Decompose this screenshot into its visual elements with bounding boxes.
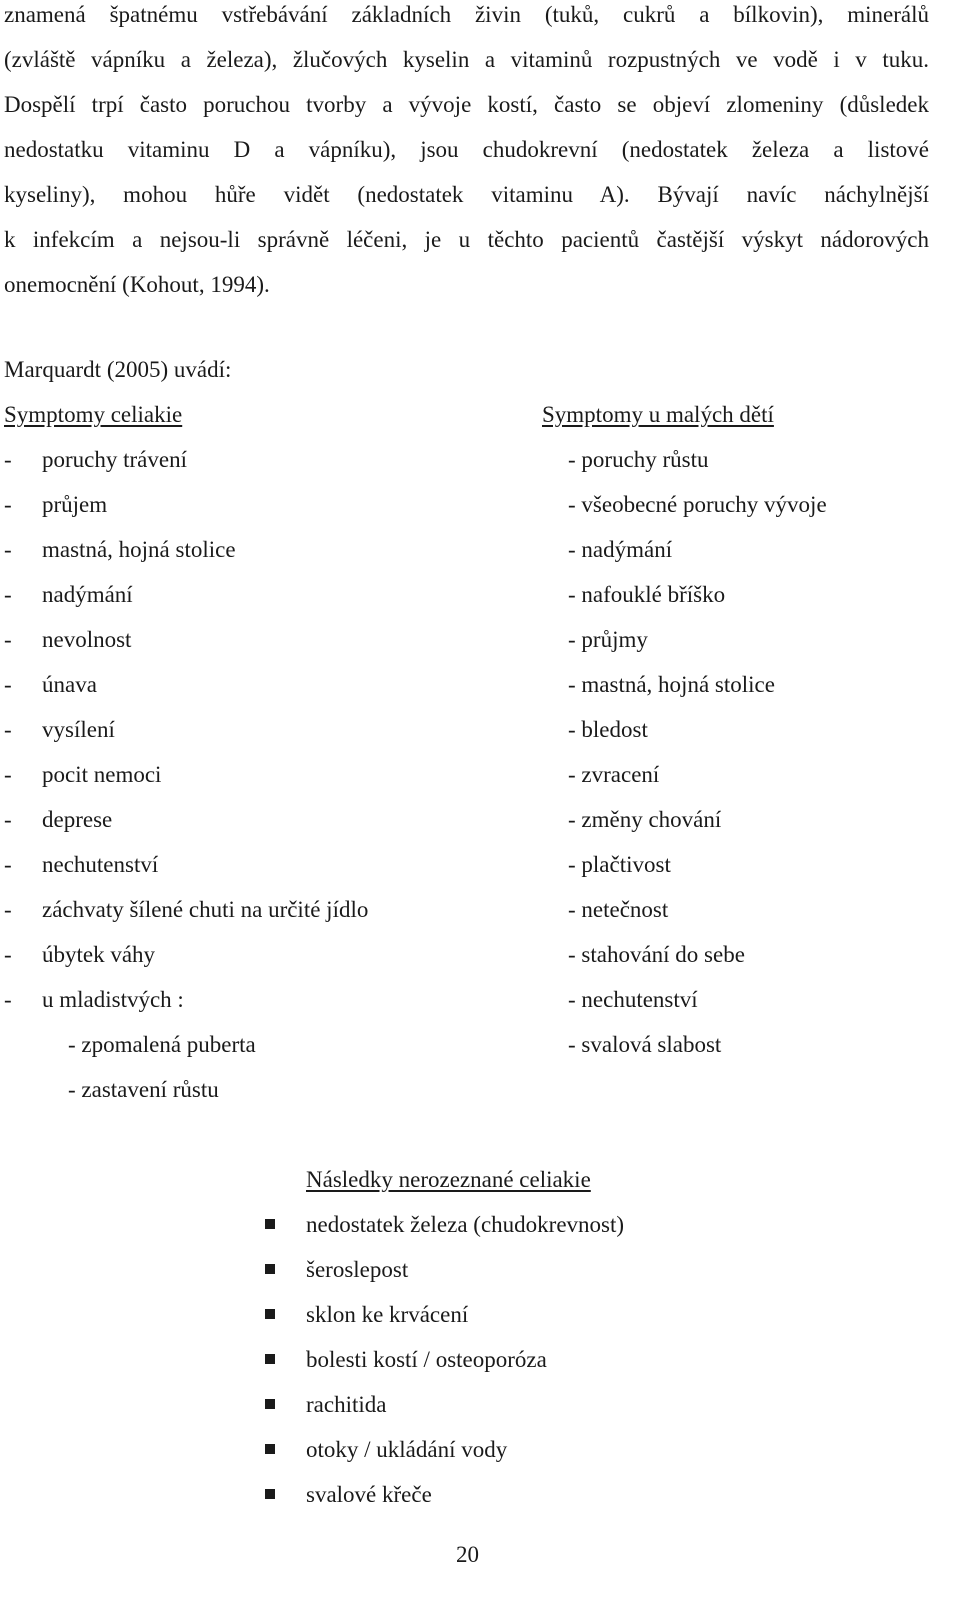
intro-paragraph (4, 0, 929, 307)
bullet-item-label: šeroslepost (306, 1257, 409, 1282)
bullet-item-label: rachitida (306, 1392, 387, 1417)
consequences-heading: Následky nerozeznané celiakie (306, 1167, 591, 1192)
list-item-label: únava (42, 672, 97, 697)
bullet-item-label: otoky / ukládání vody (306, 1437, 508, 1462)
list-item: - mastná, hojná stolice (568, 672, 775, 697)
intro-line: kyseliny), mohou hůře vidět (nedostatek vitaminu A). Bývají navíc náchylnější (4, 182, 929, 207)
list-item: - všeobecné poruchy vývoje (568, 492, 827, 517)
source-line: Marquardt (2005) uvádí: (4, 357, 232, 382)
list-item-label: průjem (42, 492, 108, 517)
list-item: - nechutenství (568, 987, 698, 1012)
list-dash: - (4, 942, 12, 967)
bullet-item-label: bolesti kostí / osteoporóza (306, 1347, 547, 1372)
list-item-label: záchvaty šílené chuti na určité jídlo (42, 897, 369, 922)
list-item: - zvracení (568, 762, 660, 787)
bullet-item-label: svalové křeče (306, 1482, 432, 1507)
list-item-label: vysílení (42, 717, 115, 742)
square-bullet-icon (265, 1219, 275, 1229)
list-item: - nadýmání (568, 537, 673, 562)
intro-line: znamená špatnému vstřebávání základních živin (tuků, cukrů a bílkovin), minerálů (4, 2, 929, 27)
list-dash: - (4, 762, 12, 787)
list-item-label: poruchy trávení (42, 447, 187, 472)
sub-list-item: - zpomalená puberta (68, 1032, 256, 1057)
square-bullet-icon (265, 1354, 275, 1364)
list-item: - poruchy růstu (568, 447, 709, 472)
list-dash: - (4, 447, 12, 472)
list-item-label: nadýmání (42, 582, 133, 607)
list-item-label: mastná, hojná stolice (42, 537, 236, 562)
left-column-heading: Symptomy celiakie (4, 402, 183, 427)
intro-line: (zvláště vápníku a železa), žlučových kyselin a vitaminů rozpustných ve vodě i v tuku. (4, 47, 929, 72)
list-dash: - (4, 897, 12, 922)
list-item: - změny chování (568, 807, 722, 832)
list-item-label: u mladistvých : (42, 987, 184, 1012)
sub-list-item: - zastavení růstu (68, 1077, 219, 1102)
list-item-label: nechutenství (42, 852, 159, 877)
list-dash: - (4, 717, 12, 742)
bullet-item-label: sklon ke krvácení (306, 1302, 469, 1327)
list-dash: - (4, 987, 12, 1012)
square-bullet-icon (265, 1444, 275, 1454)
list-item: - netečnost (568, 897, 669, 922)
list-item: - stahování do sebe (568, 942, 745, 967)
list-item: - plačtivost (568, 852, 671, 877)
list-item-label: úbytek váhy (42, 942, 156, 967)
list-dash: - (4, 627, 12, 652)
square-bullet-icon (265, 1309, 275, 1319)
intro-line: k infekcím a nejsou-li správně léčeni, je u těchto pacientů častější výskyt nádorových (4, 227, 929, 252)
intro-line: Dospělí trpí často poruchou tvorby a vývoje kostí, často se objeví zlomeniny (důsledek (4, 92, 929, 117)
list-dash: - (4, 852, 12, 877)
list-item-label: pocit nemoci (42, 762, 162, 787)
list-item-label: nevolnost (42, 627, 132, 652)
right-column-heading: Symptomy u malých dětí (542, 402, 774, 427)
list-item: - nafouklé bříško (568, 582, 726, 607)
square-bullet-icon (265, 1264, 275, 1274)
square-bullet-icon (265, 1399, 275, 1409)
page-number: 20 (456, 1542, 479, 1567)
intro-line: onemocnění (Kohout, 1994). (4, 272, 270, 297)
bullet-item-label: nedostatek železa (chudokrevnost) (306, 1212, 625, 1237)
list-item: - průjmy (568, 627, 648, 652)
list-dash: - (4, 492, 12, 517)
list-item-label: deprese (42, 807, 113, 832)
list-dash: - (4, 672, 12, 697)
list-dash: - (4, 807, 12, 832)
square-bullet-icon (265, 1489, 275, 1499)
intro-line: nedostatku vitaminu D a vápníku), jsou chudokrevní (nedostatek železa a listové (4, 137, 929, 162)
list-dash: - (4, 582, 12, 607)
list-item: - bledost (568, 717, 648, 742)
list-item: - svalová slabost (568, 1032, 722, 1057)
list-dash: - (4, 537, 12, 562)
